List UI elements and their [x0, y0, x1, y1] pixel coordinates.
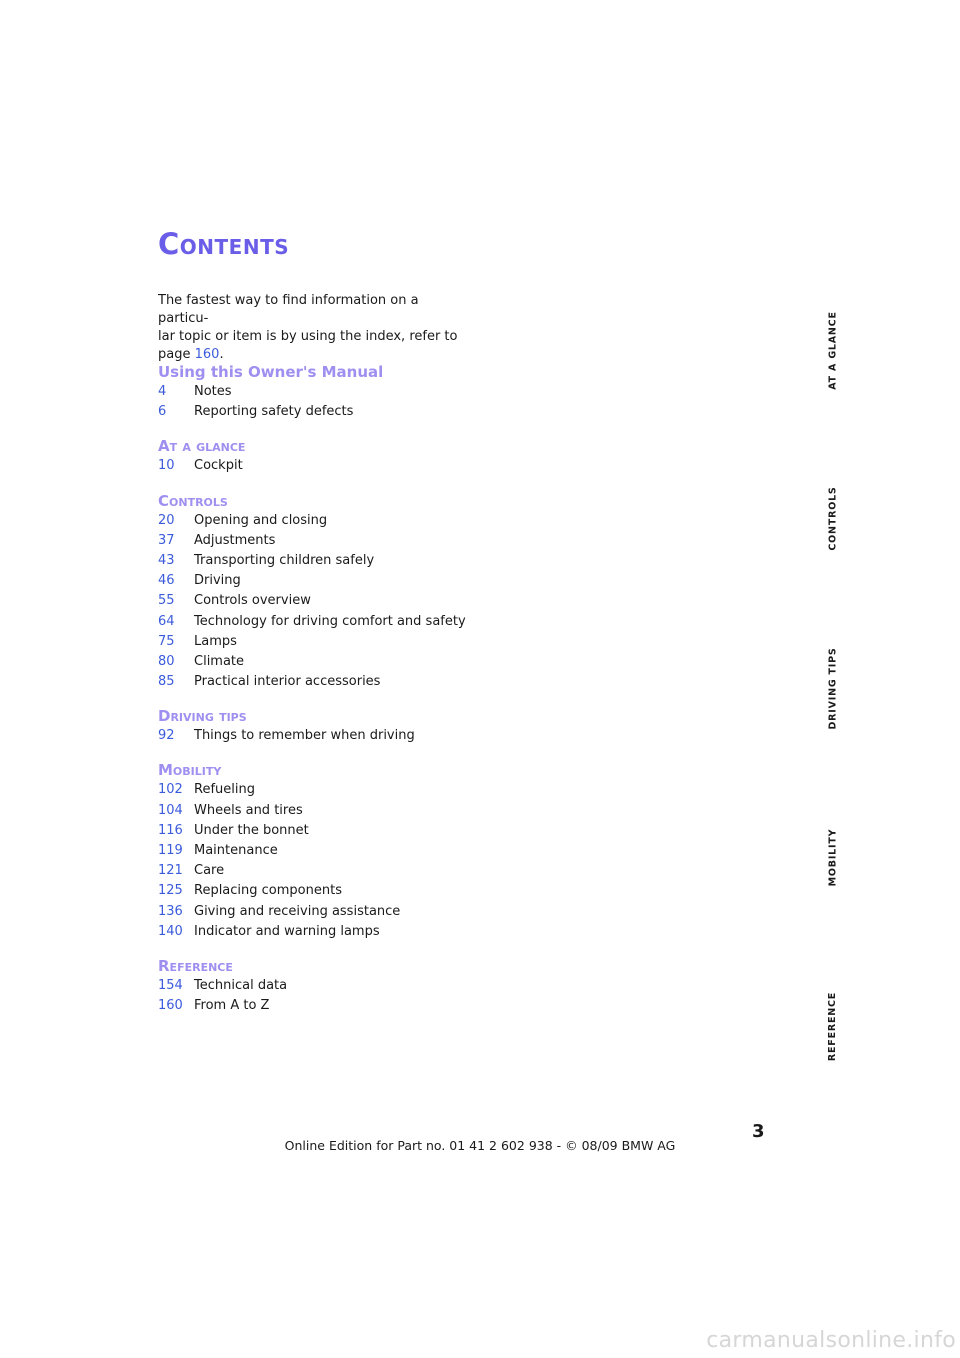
- toc-section-owners-manual: [158, 362, 488, 422]
- toc-entry[interactable]: [158, 821, 488, 841]
- toc-entry-label: Reporting safety defects: [194, 404, 354, 420]
- toc-entry[interactable]: [158, 922, 488, 942]
- toc-entry-label: Driving: [194, 573, 241, 589]
- toc-entry[interactable]: [158, 531, 488, 551]
- toc-entry-label: Replacing components: [194, 883, 342, 899]
- chapter-tab-at-a-glance[interactable]: [820, 290, 846, 410]
- toc-entry[interactable]: [158, 976, 488, 996]
- index-page-link[interactable]: 160: [194, 347, 220, 362]
- page-number: 3: [752, 1121, 765, 1142]
- section-heading: At a glance: [158, 437, 246, 456]
- toc-section-at-a-glance: [158, 436, 488, 476]
- toc-page-link[interactable]: 55: [158, 593, 175, 609]
- toc-entry[interactable]: [158, 402, 488, 422]
- chapter-tab-label: REFERENCE: [827, 991, 839, 1061]
- toc-page-link[interactable]: 20: [158, 512, 175, 528]
- toc-page-link[interactable]: 80: [158, 653, 175, 669]
- chapter-tab-mobility[interactable]: [820, 797, 846, 917]
- watermark: carmanualsonline.info: [706, 1328, 956, 1353]
- intro-line-1: The fastest way to find information on a particu-: [158, 293, 419, 326]
- toc-entry[interactable]: [158, 841, 488, 861]
- toc-section-mobility: [158, 760, 488, 942]
- chapter-tab-driving-tips[interactable]: [820, 628, 846, 748]
- toc-entry-label: Maintenance: [194, 843, 278, 858]
- toc-entry[interactable]: [158, 726, 488, 746]
- chapter-tabs: [820, 300, 846, 1070]
- toc-page-link[interactable]: 10: [158, 458, 175, 474]
- toc-page-link[interactable]: 154: [158, 977, 183, 993]
- intro-line-3-prefix: page: [158, 347, 195, 362]
- section-heading: Reference: [158, 956, 233, 975]
- toc-entry-label: From A to Z: [194, 998, 270, 1014]
- section-heading: Driving tips: [158, 707, 247, 726]
- toc-entry-label: Technical data: [194, 977, 288, 993]
- toc-entry-label: Lamps: [194, 633, 237, 649]
- toc-page-link[interactable]: 104: [158, 802, 183, 818]
- toc-entry-label: Giving and receiving assistance: [194, 903, 401, 919]
- toc-section-reference: [158, 956, 488, 1016]
- toc-entry[interactable]: [158, 996, 488, 1016]
- chapter-tab-label: CONTROLS: [827, 485, 839, 551]
- table-of-contents: [158, 362, 488, 1030]
- toc-page-link[interactable]: 121: [158, 863, 183, 879]
- toc-page-link[interactable]: 64: [158, 613, 175, 629]
- toc-entry-label: Adjustments: [194, 532, 276, 548]
- toc-page-link[interactable]: 75: [158, 633, 175, 649]
- toc-page-link[interactable]: 46: [158, 573, 175, 589]
- toc-section-driving-tips: [158, 706, 488, 746]
- toc-entry-label: Things to remember when driving: [194, 728, 415, 744]
- section-heading: Mobility: [158, 761, 222, 780]
- toc-entry-label: Refueling: [194, 782, 255, 798]
- toc-page-link[interactable]: 116: [158, 822, 183, 838]
- toc-page-link[interactable]: 125: [158, 883, 183, 899]
- toc-entry-label: Cockpit: [194, 458, 243, 474]
- toc-entry[interactable]: [158, 382, 488, 402]
- intro-line-3-suffix: .: [219, 347, 224, 362]
- toc-entry[interactable]: [158, 632, 488, 652]
- chapter-tab-controls[interactable]: [820, 458, 846, 578]
- toc-entry[interactable]: [158, 652, 488, 672]
- toc-page-link[interactable]: 119: [158, 843, 183, 858]
- toc-entry[interactable]: [158, 612, 488, 632]
- section-heading: Using this Owner's Manual: [158, 363, 384, 381]
- toc-entry-label: Indicator and warning lamps: [194, 923, 380, 939]
- toc-entry[interactable]: [158, 571, 488, 591]
- toc-entry[interactable]: [158, 591, 488, 611]
- page-title: Contents: [158, 227, 290, 261]
- toc-page-link[interactable]: 140: [158, 923, 183, 939]
- toc-entry-label: Practical interior accessories: [194, 674, 381, 690]
- toc-entry-label: Climate: [194, 653, 245, 669]
- toc-entry-label: Technology for driving comfort and safety: [194, 613, 466, 629]
- toc-entry[interactable]: [158, 551, 488, 571]
- toc-page-link[interactable]: 43: [158, 552, 175, 568]
- toc-page-link[interactable]: 4: [158, 384, 167, 399]
- toc-entry-label: Under the bonnet: [194, 822, 309, 838]
- chapter-tab-label: DRIVING TIPS: [827, 646, 839, 730]
- toc-page-link[interactable]: 102: [158, 782, 183, 798]
- intro-text: [158, 292, 458, 364]
- section-heading: Controls: [158, 491, 228, 510]
- toc-page-link[interactable]: 37: [158, 532, 175, 548]
- chapter-tab-label: MOBILITY: [827, 828, 839, 886]
- toc-entry-label: Wheels and tires: [194, 802, 303, 818]
- toc-entry-label: Opening and closing: [194, 512, 328, 528]
- toc-page-link[interactable]: 92: [158, 728, 175, 744]
- toc-page-link[interactable]: 136: [158, 903, 183, 919]
- intro-line-2: lar topic or item is by using the index, refer to: [158, 329, 458, 344]
- toc-page-link[interactable]: 6: [158, 404, 167, 420]
- toc-entry[interactable]: [158, 902, 488, 922]
- toc-entry[interactable]: [158, 881, 488, 901]
- chapter-tab-reference[interactable]: [820, 966, 846, 1086]
- toc-entry-label: Notes: [194, 384, 232, 399]
- toc-entry[interactable]: [158, 801, 488, 821]
- toc-entry-label: Transporting children safely: [194, 552, 375, 568]
- toc-entry[interactable]: [158, 780, 488, 800]
- toc-entry-label: Care: [194, 863, 225, 879]
- toc-entry[interactable]: [158, 672, 488, 692]
- toc-entry-label: Controls overview: [194, 593, 311, 609]
- toc-entry[interactable]: [158, 456, 488, 476]
- chapter-tab-label: AT A GLANCE: [827, 310, 839, 390]
- toc-page-link[interactable]: 85: [158, 674, 175, 690]
- toc-entry[interactable]: [158, 511, 488, 531]
- toc-page-link[interactable]: 160: [158, 998, 183, 1014]
- toc-entry[interactable]: [158, 861, 488, 881]
- toc-section-controls: [158, 491, 488, 693]
- footer-edition-note: Online Edition for Part no. 01 41 2 602 938 - © 08/09 BMW AG: [284, 1138, 676, 1153]
